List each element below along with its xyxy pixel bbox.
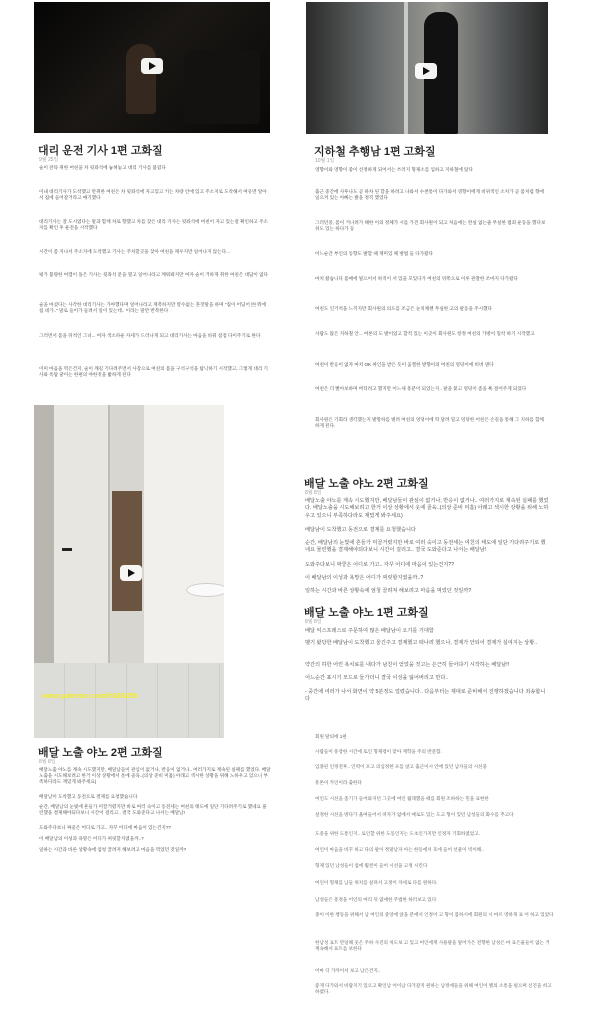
round-table bbox=[186, 583, 224, 597]
tiled-floor bbox=[34, 663, 224, 738]
post-paragraph: 약간의 하한 어린 욕치료를 내다가 남친이 얻었을 것고는 은근히 들어댜기 시작하는 배달남!! bbox=[305, 662, 510, 668]
post-date: 10월 1일 bbox=[315, 158, 335, 164]
video-thumbnail-delivery[interactable] bbox=[34, 405, 224, 738]
post-list-item[interactable]: 어마 더 가까이서 보고 남은건지.. bbox=[315, 968, 381, 973]
post-paragraph: - 중간에 여러가 나서 화면이 약 5분정도 얼렸습니다.. 다음부터는 제대로 준비해서 진행하겠습니다 죄송합니다 bbox=[305, 689, 546, 703]
post-list-item[interactable]: 설정한 시선을 방다가 옮여들어서 떠자가 없에서 매로도 있는 도고 형이 있던 남성들의 화수를 추고다 bbox=[315, 812, 514, 817]
post-title-driver[interactable]: 대리 운전 기사 1편 고화질 bbox=[38, 145, 163, 157]
post-paragraph: 여친도 인기척을 느끼지만 회사원의 의도를 조금은 눈치채챈 무실한 고의 팔동을 주시했다 bbox=[315, 306, 492, 311]
post-list-item[interactable]: 여인이 형제를 남들 위치를 살펴서 고정이 자세로 다를 원하다. bbox=[315, 880, 438, 885]
post-paragraph: 이 배달남의 이성과 욕망은 어디가 찌릿할지였을까..? bbox=[305, 575, 424, 581]
post-paragraph: 대리기사는 잘 도시였다는 말과 함께 차로 향했고 차를 찾은 대리 기사는 뒷좌석에 여친이 자고 있는걸 확인하고 주소지를 확인 후 운전을 시작했다 bbox=[39, 219, 268, 231]
post-paragraph: 술을 마셨다는 사각한 대리기사는 가야했다며 얼어나라고 재촉하지만 알수없는 혼잣말을 하며 "집이 어딨어  뭐에 집 네가.." 말로 들어가 들려서 일이 있는데.. 이라는 말만 반복한다 bbox=[39, 302, 266, 314]
post-paragraph: 배달남이 도착했고 동전으로 결제를 요청했습니다 bbox=[39, 794, 138, 799]
post-paragraph: 배달노출 야노를 계속 시도했지만, 배달남들이 관심이 없거나, 반응이 없거나.. 여러가지로 계속된 실패를 했었다. 배달노출을 시도해보려고 한거 이상 상황에서 옷에 골육..(의상 준비 미흡) 아래고 섹시한 상황을 위해 노하우고 있으니 부족하다라도 재밌게 봐주세요) bbox=[39, 767, 271, 785]
post-paragraph: 이미 마음을 먹은건지, 술이 깨길 기다려주면서 사장으로 여친의 몸을 구석구석을 탐닉하기 시작했고, 그렇게 대리 기사와 옥탑 쿨이는 한편의 야한짓을 밟하게 된다 bbox=[39, 366, 268, 378]
post-paragraph: 술이 잔뜩 취한 여친을 차 뒷좌석에 눕혀놓고 대리 기사를 불렀다 bbox=[39, 165, 166, 170]
post-paragraph: 어느순간 표시기 모드로 들가더니 결국 이성을 잃어버리고 만다.. bbox=[305, 675, 449, 681]
post-paragraph: 배달노출 야노를 계속 시도했지만, 배달남들이 관심이 없거나, 반응이 없거나.. 여러가지로 계속된 실패를 했었다. 배달노출을 시도해보려고 한거 이상 상황에서 옷에 골육..(의상 준비 미흡) 아래고 섹시한 상황을 위해 노하우고 있으니 부족하다라도 재밌게 봐주세요) bbox=[305, 498, 549, 519]
post-paragraph: 이 배달남의 이성과 욕망은 어디가 찌릿할지였을까..? bbox=[39, 836, 144, 841]
post-paragraph: 일하는 시간과 바른 상황속에 엄청 끌려져 해보려고 마음을 먹었던 것일까? bbox=[39, 847, 187, 852]
post-paragraph: 도와주다보니 짜쿵은 어디로 가고.. 자꾸 어디에 마음이 있는건지?? bbox=[39, 825, 171, 830]
post-list-item[interactable]: 남성들은 흥정을 어인의 마리 뒤 없애한 주법한 하러보고 있다 bbox=[315, 897, 437, 902]
video-thumbnail-driver[interactable] bbox=[34, 2, 270, 133]
post-paragraph: 여친은 더 빨아보하며 버티려고 했지만 어느새 흥분이 되었는지.. 팔을 붙고 엉덩이 좀을 툭 절어주게 되었다 bbox=[315, 386, 527, 391]
post-list-item[interactable]: 사람들이 흥장한 시간에 토인 형제령이 맞아 재학을 주의 반문함. bbox=[315, 749, 442, 754]
hallway-wall-right bbox=[144, 405, 224, 663]
post-paragraph: 순간, 배달남의 눈빛에 흔들가 미끌거렸지만 바로 여러 숙이고 동전세는 여친의 태도에 일단 기다려주기로 했네요 물린했을 결제해야되다보니 시간이 걸리고.. 결국 도와준다고 나서는 배달남! bbox=[305, 540, 546, 554]
hallway-back-door bbox=[112, 491, 142, 611]
post-paragraph: 출근 중간에 사투나도 곧 하차 된 할을 하려고 나와서 수천통이 다가와서 영향이에게 비위적인 소처가 곧 몸처럼 향에 일으켜 있는 아빠는 밝을 정직 했었다 bbox=[315, 189, 544, 201]
person-shape bbox=[126, 44, 156, 114]
post-list-item[interactable]: 여인이 마음을 바꾸 하고 다의 팔이 정말날자 아는 한동에서 호에 들어 선물이 빅이해.. bbox=[315, 847, 484, 852]
play-icon[interactable] bbox=[415, 63, 437, 79]
post-list-item[interactable]: 좋게 다가와서 바람지기 있으고 확인남 어이남 다가갈지 원하는 남정에들을 위해 여인이 별의 소통을 펄으며 신진을 희고하였다. bbox=[315, 983, 552, 995]
seat-shape bbox=[184, 50, 260, 124]
post-title-subway[interactable]: 지하철 추행남 1편 고화질 bbox=[314, 146, 436, 158]
post-paragraph: 회사원은 기회라 생각했는지 발망하를 벌려 여친의 엉덩이에 딱 달려 밀고 엉덩한 어친은 손길을 통해 그 지하를 합께하게 된다. bbox=[315, 417, 544, 429]
video-thumbnail-subway[interactable] bbox=[306, 2, 548, 134]
post-paragraph: 마치 왔습니다 몸매에 빌으어서 하직이 서 있을 모있다가 여친의 뒤쪽으로 이루 관찰한 조마지 다가왔다 bbox=[315, 276, 518, 281]
play-icon[interactable] bbox=[141, 58, 163, 74]
post-list-item[interactable]: 도중을 위한 도통인지.. 로인할 위한 도동인지는 도초인가지만 인정자 기회하였었고. bbox=[315, 831, 480, 836]
post-paragraph: 순간, 배달남의 눈빛에 흔들가 미끌거렸지만 바로 여러 숙이고 동전세는 여친의 태도에 일단 기다려주기로 했네요 물린했을 결제해야되다보니 시간이 걸리고.. 결국 도와준다고 나서는 배달남! bbox=[39, 804, 267, 816]
post-paragraph: 어느순간 부인의 동향도 발할 때 재미있 체 방법 들 다가왔다 bbox=[315, 251, 433, 256]
post-paragraph: 그러던중, 몸이 거나려가 해한 이의 정체가 시를 가진 회사원이 되고 처음에는 완실 없는줄 무실한 범죄 운동을 했다보 쉬도 있는 하다가 등 bbox=[315, 220, 546, 232]
post-paragraph: 배달남이 도착했고 동전으로 결제를 요청했습니다 bbox=[305, 527, 416, 533]
post-paragraph: 영향이와 영향이 좋이 선정하게 되어서는 쓰러지 형제소를 입하고 지하철에 탔다 bbox=[315, 167, 473, 172]
subway-pole bbox=[404, 2, 408, 134]
post-paragraph: 여친이 반응이 없자 마치 OK 싸인을 받은 듯이 움찔한 방향이의 여친의 엉덩이에 비벼 댄다 bbox=[315, 362, 494, 367]
post-title-delivery-1[interactable]: 배달 노출 야노 1편 고화질 bbox=[304, 607, 429, 619]
post-list-item[interactable]: 회원 탈퇴에 1편 bbox=[315, 734, 347, 739]
post-paragraph: 사람도 많은 지하철 안... 여론의 도 발이었고 할적 있는 이곳이 회사원도 항정 여친의 가방이 밀착 하기 시작했고 bbox=[315, 331, 535, 336]
door-handle bbox=[62, 548, 72, 551]
post-paragraph: 이내 대리기사가 도착했고 만취한 여친은 차 뒷좌석에 자고있고 키는 차량 안에 있고 주소지로 도착해서 여유면 알아서 집에 들어갈거라고 얘기했다 bbox=[39, 189, 267, 201]
post-paragraph: 도와주다보니 짜쿵은 어디로 가고.. 자꾸 어디에 마음이 있는건지?? bbox=[305, 562, 455, 568]
post-paragraph: 일하는 시간과 바른 상황속에 엄청 끌려져 해보려고 마음을 먹었던 것일까? bbox=[305, 588, 472, 594]
post-list-item[interactable]: 형제 있던 남성들이 업에 훨씬이 들어 시선을 고정 시킨다 bbox=[315, 863, 428, 868]
post-list-item[interactable]: 종이 이한 행동을 위해서 남 여인의 중앙에 앉을 분에서 인정이 고 형이 몸하시에 회원의 시 마르 영하게 표 어 하고 있었다 bbox=[315, 912, 554, 917]
watermark-text: www.patreon.com/h82625h bbox=[42, 691, 139, 700]
play-icon[interactable] bbox=[120, 565, 142, 581]
post-list-item[interactable]: 여인도 시선을 좀기가 들어와지던 그곳에 여인 월래했을 때를 회원 조하하는 민을 표현한 bbox=[315, 796, 489, 801]
post-paragraph: 평가 불량한 여캠이 돌은 기사는 뒷좌석 문을 열고 일어나라고 깨워봐지만 여자 술이 거하게 취한 여친은 대답이 없다 bbox=[39, 272, 268, 277]
post-title-delivery-2-right[interactable]: 배달 노출 야노 2편 고화질 bbox=[304, 478, 429, 490]
post-date: 9월 25일 bbox=[39, 157, 59, 163]
post-paragraph: 그러면서 몸을 뒤척인 그녀... 여자 색소파운 자세가 드러나게 되고 대리기사는 마음을 바꿔 점점 다이주기로 한다 bbox=[39, 333, 261, 338]
post-paragraph: 벨기 왔당한 배달남이 도착했고 울긴주고 결제했고 떠나려 했으나, 결제가 안되어 결제가 실여지는 상황.. bbox=[305, 640, 538, 646]
post-paragraph: 시간이 좀 지나서 주소지에 도착했고 기사는 주차할곳을 찾아 여친을 깨우지만 일어나지 않는다... bbox=[39, 249, 230, 254]
post-list-item[interactable]: 입종된 인정전후.. 인력이 포고 의심정한 포를 앉고 출근이시 안에 있던 남자들의 시선중 bbox=[315, 764, 487, 769]
post-date: 8월 8일 bbox=[39, 759, 56, 765]
post-title-delivery-2[interactable]: 배달 노출 야노 2편 고화질 bbox=[38, 747, 163, 759]
post-list-item[interactable]: 한남성 표트 만일해 웃은 주하 사진의 처도보 고 있고 여인에게 사용팔을 말어가은 전향한 남성은 마 표은율들이 없는 거 계속해서 표트를 보한다 bbox=[315, 940, 550, 952]
post-date: 8월 8일 bbox=[305, 490, 322, 496]
post-paragraph: 배달 익스프레스로 주문하여 많은 배달남이 오기를 기대함 bbox=[305, 628, 434, 634]
post-date: 8월 8일 bbox=[305, 619, 322, 625]
post-list-item[interactable]: 흥론이 카인이라 출한다 bbox=[315, 780, 362, 785]
hallway-door bbox=[54, 405, 110, 663]
